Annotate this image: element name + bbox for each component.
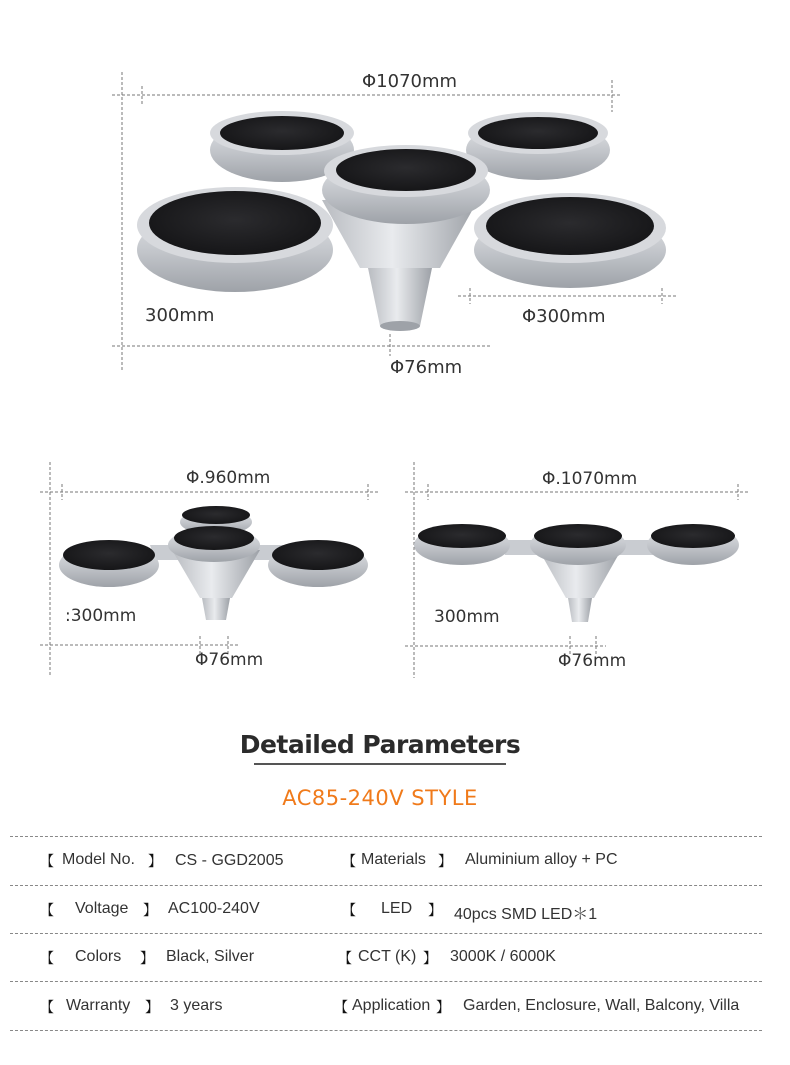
top-pole-label: Φ76mm <box>390 357 463 378</box>
table-divider <box>10 836 762 837</box>
param-value: CS - GGD2005 <box>175 852 284 869</box>
param-value: Aluminium alloy + PC <box>465 851 618 868</box>
table-divider <box>10 1030 762 1031</box>
param-key: Colors <box>75 948 122 965</box>
bracket-open: 【 <box>338 951 352 967</box>
bracket-close: 】 <box>423 951 437 967</box>
bracket-close: 】 <box>145 1000 159 1016</box>
bracket-close: 】 <box>143 903 157 919</box>
param-value: 40pcs SMD LED＊1 <box>454 906 598 923</box>
param-value: Garden, Enclosure, Wall, Balcony, Villa <box>463 997 740 1014</box>
bracket-close: 】 <box>140 951 154 967</box>
right-width-label: Φ.1070mm <box>542 469 638 489</box>
param-key: Warranty <box>66 997 131 1014</box>
left-view-lamp <box>59 506 368 620</box>
bracket-close: 】 <box>148 854 162 870</box>
param-value: 3 years <box>170 997 223 1014</box>
bracket-open: 【 <box>342 903 356 919</box>
param-value: 3000K / 6000K <box>450 948 556 965</box>
left-pole-label: Φ76mm <box>195 650 264 670</box>
left-width-label: Φ.960mm <box>186 468 271 488</box>
bracket-open: 【 <box>40 1000 54 1016</box>
bracket-close: 】 <box>428 903 442 919</box>
section-subtitle: AC85-240V STYLE <box>282 786 478 810</box>
bracket-close: 】 <box>438 854 452 870</box>
param-value: AC100-240V <box>168 900 260 917</box>
top-height-label: 300mm <box>145 305 215 326</box>
param-key: Materials <box>361 851 426 868</box>
bracket-open: 【 <box>40 903 54 919</box>
section-title: Detailed Parameters <box>239 730 521 759</box>
param-key: CCT (K) <box>358 948 417 965</box>
table-divider <box>10 885 762 886</box>
param-key: Application <box>352 997 431 1014</box>
param-key: LED <box>381 900 413 917</box>
top-head-diameter-label: Φ300mm <box>522 306 606 327</box>
title-underline <box>254 763 506 765</box>
table-divider <box>10 981 762 982</box>
param-key: Model No. <box>62 851 135 868</box>
param-value: Black, Silver <box>166 948 255 965</box>
top-width-label: Φ1070mm <box>362 71 458 92</box>
bracket-open: 【 <box>40 951 54 967</box>
top-view-lamp <box>137 111 666 331</box>
bracket-open: 【 <box>40 854 54 870</box>
bracket-open: 【 <box>334 1000 348 1016</box>
param-key: Voltage <box>75 900 129 917</box>
bracket-close: 】 <box>436 1000 450 1016</box>
left-height-label: :300mm <box>65 606 137 626</box>
right-pole-label: Φ76mm <box>558 651 627 671</box>
right-height-label: 300mm <box>434 607 500 627</box>
bracket-open: 【 <box>342 854 356 870</box>
table-divider <box>10 933 762 934</box>
